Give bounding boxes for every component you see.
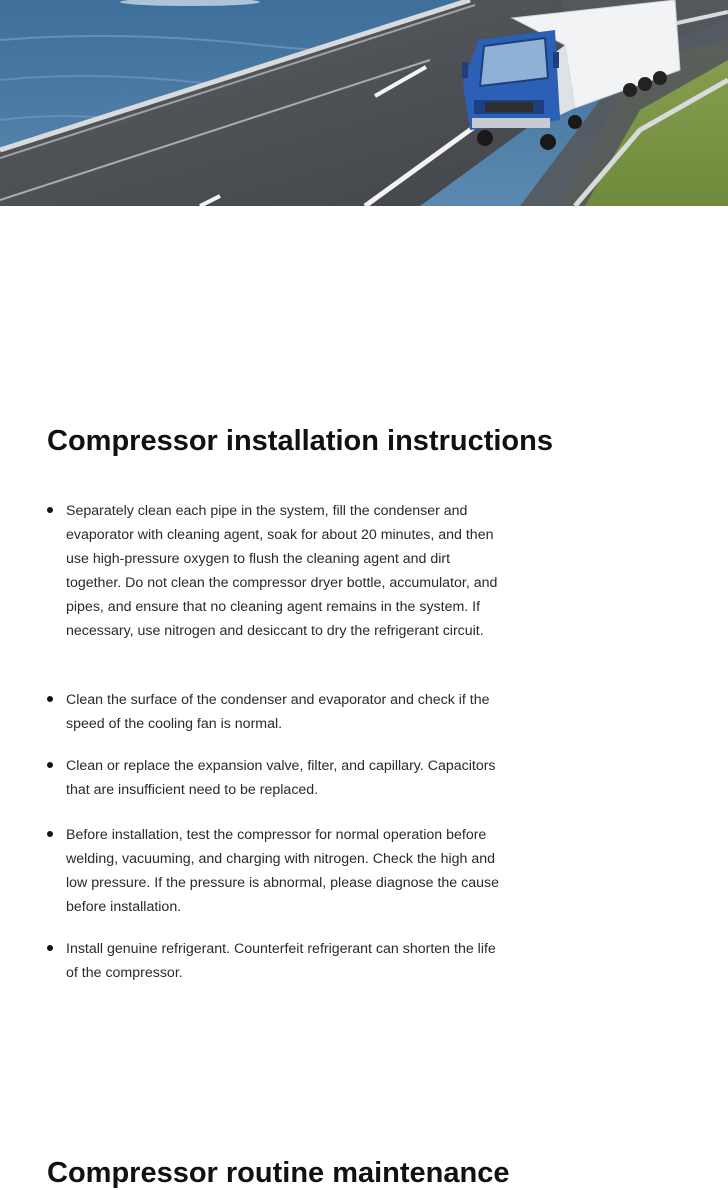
list-item-text: Install genuine refrigerant. Counterfeit refrigerant can shorten the life of the compressor. <box>66 941 496 981</box>
list-item <box>47 937 507 985</box>
bullet-icon <box>47 507 53 513</box>
section-title-installation: Compressor installation instructions <box>47 425 553 457</box>
list-item <box>47 754 507 802</box>
list-item-text: Clean or replace the expansion valve, filter, and capillary. Capacitors that are insufficient need to be replaced. <box>66 758 496 798</box>
list-item-text: Clean the surface of the condenser and evaporator and check if the speed of the cooling fan is normal. <box>66 692 490 732</box>
hero-truck-highway-illustration <box>0 0 728 206</box>
list-item-text: Before installation, test the compressor for normal operation before welding, vacuuming, and charging with nitrogen. Check the high and low pressure. If the pressure is abnormal, please diagnose the cause before installation. <box>66 827 499 915</box>
hero-image <box>0 0 728 206</box>
list-item <box>47 823 507 919</box>
bullet-icon <box>47 762 53 768</box>
section-title-maintenance: Compressor routine maintenance <box>47 1157 510 1189</box>
list-item <box>47 688 507 736</box>
list-item <box>47 499 507 643</box>
list-item-text: Separately clean each pipe in the system, fill the condenser and evaporator with cleaning agent, soak for about 20 minutes, and then use high-pressure oxygen to flush the cleaning agent and dirt together. Do not clean the compressor dryer bottle, accumulator, and pipes, and ensure that no cleaning agent remains in the system. If necessary, use nitrogen and desiccant to dry the refrigerant circuit. <box>66 503 498 639</box>
bullet-icon <box>47 696 53 702</box>
bullet-icon <box>47 945 53 951</box>
bullet-icon <box>47 831 53 837</box>
